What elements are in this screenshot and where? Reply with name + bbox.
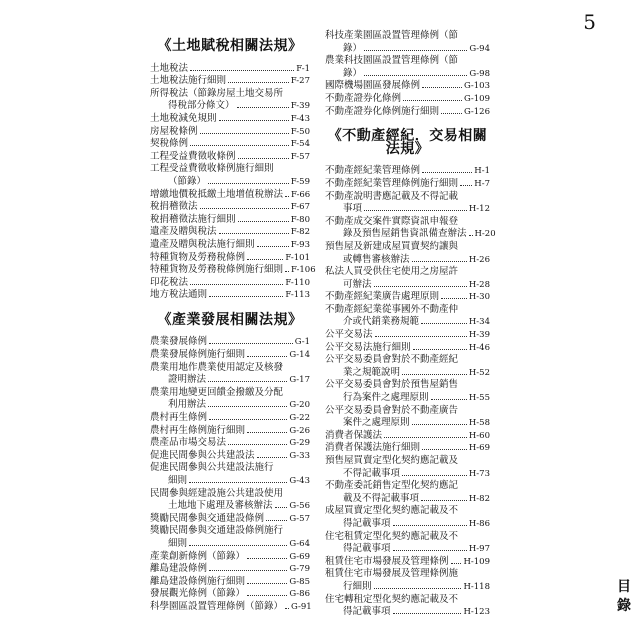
toc-entry-page: H-46 xyxy=(468,342,490,353)
toc-entry[interactable] xyxy=(150,500,310,513)
toc-entry[interactable] xyxy=(325,241,490,254)
toc-entry[interactable] xyxy=(150,563,310,576)
toc-entry-title: 農業用地作農業使用認定及核發 xyxy=(150,361,284,373)
toc-entry-title: 特種貨物及勞務稅條例施行細則 xyxy=(150,264,284,276)
toc-entry[interactable] xyxy=(325,468,490,481)
toc-entry-title: 錄及預售屋銷售資訊備查辦法 xyxy=(343,228,467,240)
toc-entry[interactable] xyxy=(325,178,490,191)
toc-column-right xyxy=(325,30,496,619)
toc-entry-title: 房屋稅條例 xyxy=(150,125,198,137)
leader-dots xyxy=(393,525,467,526)
toc-entry[interactable] xyxy=(150,601,310,614)
toc-entry[interactable] xyxy=(150,437,310,450)
toc-entry-title: 成屋買賣定型化契約應記載及不 xyxy=(325,505,459,517)
toc-entry-page: G-29 xyxy=(289,438,310,449)
toc-entry[interactable] xyxy=(150,75,310,88)
toc-entry[interactable] xyxy=(150,588,310,601)
section-heading: 《不動產經紀．交易相關法規》 xyxy=(327,128,488,157)
leader-dots xyxy=(209,343,293,344)
leader-dots xyxy=(208,381,287,382)
leader-dots xyxy=(421,323,467,324)
toc-entry-title: 載及不得記載事項 xyxy=(343,492,420,504)
toc-column-left xyxy=(150,30,316,614)
toc-entry[interactable] xyxy=(150,138,310,151)
toc-entry-page: G-69 xyxy=(289,551,310,562)
toc-entry[interactable] xyxy=(150,513,310,526)
toc-entry-title: 不動產經紀業廣告處理原則 xyxy=(325,291,440,303)
toc-entry[interactable] xyxy=(150,488,310,501)
leader-dots xyxy=(412,261,467,262)
toc-entry-title: 國際機場園區發展條例 xyxy=(325,80,421,92)
toc-entry-page: F-1 xyxy=(296,63,310,74)
leader-dots xyxy=(208,406,287,407)
toc-entry-page: F-57 xyxy=(290,151,310,162)
toc-entry-title: 促進民間參與公共建設法 xyxy=(150,449,255,461)
toc-entry-title: 農業科技園區設置管理條例（節 xyxy=(325,55,459,67)
toc-entry-title: 印花稅法 xyxy=(150,276,189,288)
toc-entry[interactable] xyxy=(325,191,490,204)
toc-entry-title: 錄） xyxy=(343,42,363,54)
leader-dots xyxy=(393,550,467,551)
toc-entry-page: G-103 xyxy=(463,81,490,92)
toc-entry-title: 稅捐稽徵法 xyxy=(150,201,198,213)
toc-entry-title: 公平交易委員會對於不動產廣告 xyxy=(325,404,459,416)
toc-entry[interactable] xyxy=(150,336,310,349)
toc-entry[interactable] xyxy=(325,165,490,178)
toc-entry[interactable] xyxy=(325,354,490,367)
toc-entry-page: G-109 xyxy=(463,93,490,104)
side-tab-char: 錄 xyxy=(617,597,631,614)
leader-dots xyxy=(209,419,287,420)
leader-dots xyxy=(460,185,472,186)
toc-entry-page: F-50 xyxy=(290,126,310,137)
toc-entry-title: 農村再生條例施行細則 xyxy=(150,424,246,436)
toc-entry-title: 得記載事項 xyxy=(343,517,391,529)
toc-entry-title: 事項 xyxy=(343,203,363,215)
toc-entry-title: 獎勵民間參與交通建設條例施行 xyxy=(150,525,284,537)
toc-entry-title: 得記載事項 xyxy=(343,606,391,618)
leader-dots xyxy=(422,172,472,173)
toc-entry-page: G-56 xyxy=(289,501,310,512)
leader-dots xyxy=(247,259,283,260)
toc-entry[interactable] xyxy=(325,203,490,216)
toc-entry-page: G-43 xyxy=(289,476,310,486)
toc-entry-title: 土地稅法施行細則 xyxy=(150,75,227,87)
toc-entry[interactable] xyxy=(325,493,490,506)
toc-entry-title: 離島建設條例施行細則 xyxy=(150,575,246,587)
toc-entry-page: F-113 xyxy=(285,290,310,301)
toc-entry-title: 不動產證券化條例 xyxy=(325,92,402,104)
toc-entry-title: 契稅條例 xyxy=(150,138,189,150)
toc-entry-page: H-118 xyxy=(463,581,490,592)
toc-entry[interactable] xyxy=(150,176,310,189)
toc-entry[interactable] xyxy=(150,374,310,387)
toc-entry-title: 租賃住宅市場發展及管理條例施 xyxy=(325,568,459,580)
toc-entry-title: 預售屋買賣定型化契約應記載及 xyxy=(325,455,459,466)
toc-entry[interactable] xyxy=(325,106,490,119)
toc-entry[interactable] xyxy=(150,100,310,113)
leader-dots xyxy=(431,399,467,400)
toc-entry[interactable] xyxy=(150,475,310,488)
toc-entry-title: 產業創新條例（節錄） xyxy=(150,550,246,562)
section-heading: 《土地賦稅相關法規》 xyxy=(157,38,303,54)
toc-entry-page: H-1 xyxy=(474,166,490,177)
toc-entry-title: 農業發展條例 xyxy=(150,336,208,348)
leader-dots xyxy=(469,235,473,236)
toc-entry-title: 地方稅法通則 xyxy=(150,289,208,301)
toc-entry-page: G-126 xyxy=(463,106,490,117)
toc-entry[interactable] xyxy=(150,277,310,290)
toc-entry-page: G-91 xyxy=(291,601,312,612)
leader-dots xyxy=(257,457,288,458)
toc-entry-page: F-27 xyxy=(290,76,310,87)
toc-entry-page: H-28 xyxy=(468,279,490,290)
toc-entry-title: 土地稅減免規則 xyxy=(150,112,217,124)
toc-entry[interactable] xyxy=(150,63,310,76)
toc-entry-title: 業之規範說明 xyxy=(343,366,401,378)
leader-dots xyxy=(247,583,287,584)
toc-entry-page: F-110 xyxy=(285,277,310,288)
toc-entry-title: 可辦法 xyxy=(343,278,372,290)
side-tab xyxy=(614,578,634,616)
toc-entry-title: 錄） xyxy=(343,67,363,79)
toc-entry-title: 公平交易法施行細則 xyxy=(325,341,411,353)
toc-entry[interactable] xyxy=(325,594,490,607)
toc-entry-page: H-69 xyxy=(468,443,490,454)
toc-entry-title: 得稅部分條文） xyxy=(168,100,235,112)
toc-entry-title: 科技產業園區設置管理條例（節 xyxy=(325,30,459,41)
leader-dots xyxy=(364,50,467,51)
toc-entry[interactable] xyxy=(325,392,490,405)
toc-entry[interactable] xyxy=(325,68,490,81)
leader-dots xyxy=(247,432,287,433)
leader-dots xyxy=(190,145,289,146)
toc-entry-title: 不動產證券化條例施行細則 xyxy=(325,105,440,117)
leader-dots xyxy=(189,482,287,483)
toc-entry[interactable] xyxy=(325,581,490,594)
toc-entry-title: 促進民間參與公共建設法施行 xyxy=(150,462,274,474)
toc-entry[interactable] xyxy=(150,425,310,438)
section-heading: 《產業發展相關法規》 xyxy=(157,311,303,328)
toc-entry[interactable] xyxy=(325,216,490,229)
toc-entry-page: F-82 xyxy=(290,227,310,238)
toc-entry[interactable] xyxy=(325,43,490,56)
toc-entry-title: （節錄） xyxy=(168,175,207,187)
toc-entry-page: H-123 xyxy=(463,607,490,618)
toc-entry[interactable] xyxy=(325,505,490,518)
toc-entry-page: G-85 xyxy=(289,576,310,587)
leader-dots xyxy=(421,500,467,501)
toc-entry[interactable] xyxy=(325,417,490,430)
leader-dots xyxy=(247,558,287,559)
toc-entry-title: 農業發展條例施行細則 xyxy=(150,349,246,361)
toc-entry-page: G-33 xyxy=(289,450,310,461)
toc-entry[interactable] xyxy=(150,88,310,101)
toc-entry-title: 發展觀光條例（節錄） xyxy=(150,588,246,600)
leader-dots xyxy=(375,336,467,337)
toc-entry-title: 稅捐稽徵法施行細則 xyxy=(150,213,236,225)
toc-entry[interactable] xyxy=(325,266,490,279)
leader-dots xyxy=(402,374,467,375)
toc-entry-page: H-34 xyxy=(468,317,490,328)
toc-entry[interactable] xyxy=(325,291,490,304)
toc-entry-page: F-93 xyxy=(290,239,310,250)
toc-entry-title: 農業用地變更回饋金撥繳及分配 xyxy=(150,386,284,398)
toc-entry-title: 或轉售審核辦法 xyxy=(343,253,410,265)
toc-entry-page: G-17 xyxy=(289,375,310,386)
toc-entry-title: 租賃住宅市場發展及管理條例 xyxy=(325,555,449,567)
toc-entry[interactable] xyxy=(325,430,490,443)
toc-entry[interactable] xyxy=(325,556,490,569)
toc-entry[interactable] xyxy=(325,329,490,342)
toc-entry-title: 公平交易委員會對於預售屋銷售 xyxy=(325,379,459,391)
toc-entry[interactable] xyxy=(325,480,490,493)
leader-dots xyxy=(364,75,467,76)
leader-dots xyxy=(285,271,289,272)
toc-entry-title: 遺產及贈與稅法 xyxy=(150,226,217,238)
leader-dots xyxy=(374,588,462,589)
toc-entry-title: 工程受益費徵收條例施行細則 xyxy=(150,163,274,175)
toc-entry-page: F-43 xyxy=(290,113,310,124)
toc-entry-page: H-60 xyxy=(468,430,490,441)
toc-entry-page: G-20 xyxy=(289,400,310,411)
leader-dots xyxy=(190,70,294,71)
leader-dots xyxy=(189,545,287,546)
toc-entry-page: G-57 xyxy=(289,513,310,524)
leader-dots xyxy=(228,444,287,445)
toc-entry-title: 特種貨物及勞務稅條例 xyxy=(150,251,246,263)
toc-entry-title: 不動產成交案件實際資訊申報登 xyxy=(325,215,459,227)
leader-dots xyxy=(403,100,462,101)
leader-dots xyxy=(228,82,289,83)
toc-entry-title: 遺產及贈與稅法施行細則 xyxy=(150,238,255,250)
leader-dots xyxy=(208,183,289,184)
toc-entry-title: 公平交易法 xyxy=(325,329,373,341)
toc-entry-title: 細則 xyxy=(168,537,188,549)
toc-entry-page: G-14 xyxy=(289,350,310,361)
toc-entry[interactable] xyxy=(325,30,490,43)
toc-entry-page: F-80 xyxy=(290,214,310,225)
toc-entry-title: 不動產說明書應記載及不得記載 xyxy=(325,190,459,202)
toc-entry-page: H-58 xyxy=(468,418,490,429)
toc-entry-title: 不動產經紀業管理條例 xyxy=(325,165,421,177)
toc-entry-page: F-66 xyxy=(291,189,311,200)
toc-entry-title: 介或代銷業務規範 xyxy=(343,316,420,328)
toc-entry-page: H-30 xyxy=(468,292,490,303)
toc-entry[interactable] xyxy=(325,606,490,619)
toc-entry[interactable] xyxy=(150,462,310,475)
toc-entry-title: 增繳地價稅抵繳土地增值稅辦法 xyxy=(150,188,284,200)
toc-entry[interactable] xyxy=(325,442,490,455)
toc-entry-title: 行細則 xyxy=(343,580,372,592)
toc-entry-page: G-98 xyxy=(469,68,490,79)
toc-entry-page: F-54 xyxy=(290,139,310,150)
toc-entry-page: G-22 xyxy=(289,413,310,424)
toc-entry[interactable] xyxy=(150,226,310,239)
toc-entry-title: 私法人買受供住宅使用之房屋許 xyxy=(325,266,459,278)
toc-entry[interactable] xyxy=(325,80,490,93)
leader-dots xyxy=(285,608,289,609)
toc-entry[interactable] xyxy=(325,455,490,468)
toc-entry-title: 住宅轉租定型化契約應記載及不 xyxy=(325,593,459,605)
leader-dots xyxy=(209,570,287,571)
toc-entry[interactable] xyxy=(325,531,490,544)
toc-entry[interactable] xyxy=(325,55,490,68)
toc-entry[interactable] xyxy=(150,387,310,400)
toc-entry[interactable] xyxy=(150,113,310,126)
toc-entry[interactable] xyxy=(150,252,310,265)
toc-entry-page: H-26 xyxy=(468,254,490,265)
toc-entry[interactable] xyxy=(325,379,490,392)
toc-entry-title: 工程受益費徵收條例 xyxy=(150,150,236,162)
toc-entry[interactable] xyxy=(325,228,496,241)
toc-entry[interactable] xyxy=(325,518,490,531)
leader-dots xyxy=(412,424,467,425)
toc-entry[interactable] xyxy=(150,289,310,302)
leader-dots xyxy=(384,437,467,438)
toc-entry-title: 科學園區設置管理條例（節錄） xyxy=(150,600,284,612)
toc-entry-page: H-7 xyxy=(474,178,490,189)
leader-dots xyxy=(238,221,289,222)
toc-entry[interactable] xyxy=(150,412,310,425)
toc-entry[interactable] xyxy=(325,543,490,556)
toc-entry-title: 消費者保護法施行細則 xyxy=(325,442,421,454)
toc-entry[interactable] xyxy=(150,239,310,252)
side-tab-char: 目 xyxy=(617,579,631,595)
toc-entry[interactable] xyxy=(150,214,310,227)
toc-entry-title: 證明辦法 xyxy=(168,374,207,386)
toc-entry-page: F-59 xyxy=(290,176,310,187)
leader-dots xyxy=(422,87,462,88)
toc-entry[interactable] xyxy=(150,264,316,277)
toc-entry[interactable] xyxy=(150,538,310,551)
toc-entry-title: 不動產委託銷售定型化契約應記 xyxy=(325,480,459,492)
toc-entry[interactable] xyxy=(325,316,490,329)
leader-dots xyxy=(441,298,467,299)
toc-entry[interactable] xyxy=(325,342,490,355)
toc-entry-page: H-39 xyxy=(468,330,490,341)
toc-entry-page: G-26 xyxy=(289,425,310,436)
toc-entry-page: F-101 xyxy=(285,252,310,263)
toc-entry-page: G-86 xyxy=(289,589,310,600)
leader-dots xyxy=(364,210,467,211)
toc-entry[interactable] xyxy=(150,189,310,202)
toc-entry[interactable] xyxy=(325,279,490,292)
toc-entry-title: 預售屋及新建成屋買賣契約讓與 xyxy=(325,240,459,252)
leader-dots xyxy=(200,208,289,209)
toc-entry-page: H-73 xyxy=(468,468,490,479)
leader-dots xyxy=(451,563,462,564)
toc-entry-page: G-1 xyxy=(294,337,310,348)
toc-entry-page: H-82 xyxy=(468,493,490,504)
toc-entry-title: 不動產經紀業從事國外不動產仲 xyxy=(325,303,459,315)
leader-dots xyxy=(209,296,283,297)
toc-entry-title: 土地稅法 xyxy=(150,62,189,74)
toc-entry-page: H-12 xyxy=(468,204,490,215)
leader-dots xyxy=(266,520,287,521)
toc-entry-page: H-52 xyxy=(468,367,490,378)
leader-dots xyxy=(422,449,467,450)
leader-dots xyxy=(275,507,288,508)
toc-entry-title: 行為案件之處理原則 xyxy=(343,392,429,404)
leader-dots xyxy=(402,475,467,476)
leader-dots xyxy=(247,595,287,596)
toc-entry-title: 利用辦法 xyxy=(168,399,207,411)
toc-entry-title: 住宅租賃定型化契約應記載及不 xyxy=(325,530,459,542)
toc-entry-page: H-97 xyxy=(468,544,490,555)
toc-entry-page: H-86 xyxy=(468,518,490,529)
toc-entry[interactable] xyxy=(325,568,490,581)
toc-entry[interactable] xyxy=(325,93,490,106)
leader-dots xyxy=(190,284,283,285)
toc-entry[interactable] xyxy=(325,367,490,380)
leader-dots xyxy=(285,196,289,197)
toc-entry-page: H-20 xyxy=(474,229,496,240)
leader-dots xyxy=(237,107,289,108)
leader-dots xyxy=(219,120,289,121)
toc-entry-title: 不動產經紀業管理條例施行細則 xyxy=(325,177,459,189)
toc-entry-title: 獎勵民間參與交通建設條例 xyxy=(150,512,265,524)
toc-entry-title: 離島建設條例 xyxy=(150,563,208,575)
leader-dots xyxy=(247,356,287,357)
toc-entry-title: 所得稅法（節錄房屋土地交易所 xyxy=(150,87,284,99)
leader-dots xyxy=(441,113,462,114)
toc-entry[interactable] xyxy=(325,254,490,267)
leader-dots xyxy=(200,133,289,134)
toc-entry[interactable] xyxy=(325,304,490,317)
toc-entry-title: 公平交易委員會對於不動產經紀 xyxy=(325,354,459,366)
leader-dots xyxy=(219,233,289,234)
toc-entry[interactable] xyxy=(150,399,310,412)
toc-entry-page: G-64 xyxy=(289,538,310,549)
toc-entry[interactable] xyxy=(150,151,310,164)
toc-entry-title: 土地地下處理及審核辦法 xyxy=(168,500,273,512)
leader-dots xyxy=(413,349,467,350)
toc-entry-title: 農村再生條例 xyxy=(150,412,208,424)
toc-entry[interactable] xyxy=(150,525,310,538)
toc-entry[interactable] xyxy=(150,450,310,463)
leader-dots xyxy=(257,246,289,247)
toc-entry[interactable] xyxy=(150,163,310,176)
toc-entry-title: 細則 xyxy=(168,475,188,486)
leader-dots xyxy=(393,613,462,614)
toc-entry-page: F-106 xyxy=(291,265,316,276)
page-number: 5 xyxy=(583,10,596,34)
toc-entry-page: F-67 xyxy=(290,202,310,213)
toc-entry-title: 消費者保護法 xyxy=(325,429,383,441)
toc-entry-title: 農產品市場交易法 xyxy=(150,437,227,449)
toc-entry[interactable] xyxy=(325,405,490,418)
toc-entry-page: G-79 xyxy=(289,564,310,575)
toc-entry[interactable] xyxy=(150,576,310,589)
toc-entry[interactable] xyxy=(150,126,310,139)
toc-entry[interactable] xyxy=(150,551,310,564)
toc-entry-page: H-109 xyxy=(463,556,490,567)
leader-dots xyxy=(374,286,467,287)
toc-entry-page: H-55 xyxy=(468,393,490,404)
toc-entry-title: 民間參與經建設施公共建設使用 xyxy=(150,487,284,499)
toc-entry[interactable] xyxy=(150,201,310,214)
toc-entry[interactable] xyxy=(150,362,310,375)
toc-entry-page: F-39 xyxy=(290,101,310,112)
toc-entry-page: G-94 xyxy=(469,43,490,54)
toc-entry-title: 不得記載事項 xyxy=(343,467,401,479)
leader-dots xyxy=(238,158,289,159)
toc-entry-title: 得記載事項 xyxy=(343,543,391,555)
toc-entry[interactable] xyxy=(150,349,310,362)
toc-entry-title: 案件之處理原則 xyxy=(343,417,410,429)
